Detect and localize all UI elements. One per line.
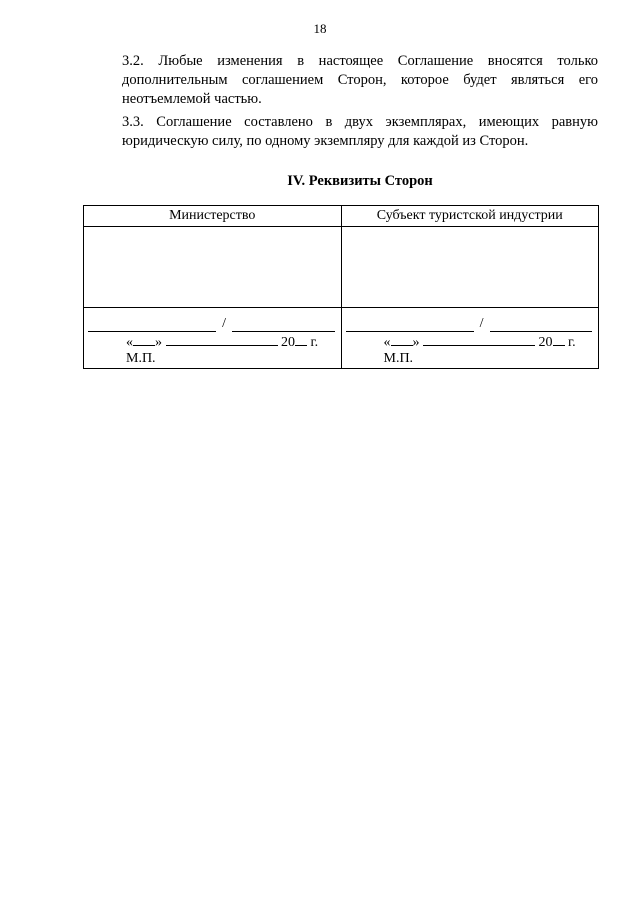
stamp-label: М.П. — [383, 351, 414, 366]
quote-open: « — [383, 335, 391, 350]
month-blank — [423, 333, 535, 346]
clause-text: 3.2. Любые изменения в настоящее Соглашение вносятся только дополнительным соглашением Сторон, которое будет являться его неотъемлемой частью. — [122, 53, 598, 107]
header-row — [84, 206, 599, 227]
year-prefix: 20 — [281, 335, 295, 350]
name-blank — [232, 317, 334, 332]
signature-slash: / — [222, 316, 227, 331]
signature-blank — [346, 317, 474, 332]
quote-close: » — [155, 335, 162, 350]
ministry-details-cell — [84, 227, 342, 308]
year-prefix: 20 — [538, 335, 553, 350]
clause-3-2 — [84, 52, 598, 109]
entity-details-cell — [341, 227, 599, 308]
header-ministry: Министерство — [84, 206, 342, 227]
name-blank — [490, 317, 592, 332]
signature-blank — [88, 317, 216, 332]
year-blank — [553, 333, 565, 346]
quote-close: » — [412, 335, 420, 350]
month-blank — [166, 333, 278, 346]
requisites-table — [83, 205, 599, 369]
day-blank — [133, 333, 155, 346]
quote-open: « — [126, 335, 133, 350]
date-line — [384, 333, 593, 351]
date-line — [126, 333, 335, 351]
section-heading: IV. Реквизиты Сторон — [287, 173, 433, 189]
year-suffix: г. — [310, 335, 319, 350]
signature-line — [88, 316, 335, 332]
day-blank — [391, 333, 413, 346]
signature-row — [84, 308, 599, 369]
clause-text: 3.3. Соглашение составлено в двух экземплярах, имеющих равную юридическую силу, по одному экземпляру для каждой из Сторон. — [122, 114, 598, 149]
page-number: 18 — [313, 21, 327, 36]
stamp-label: М.П. — [126, 351, 156, 366]
ministry-signature-cell — [84, 308, 342, 369]
clause-3-3 — [84, 113, 598, 151]
year-suffix: г. — [568, 335, 576, 350]
entity-signature-cell — [341, 308, 599, 369]
signature-slash: / — [479, 316, 484, 331]
header-tourism-entity: Субъект туристской индустрии — [341, 206, 599, 227]
signature-line — [346, 316, 593, 332]
blank-row — [84, 227, 599, 308]
year-blank — [295, 333, 307, 346]
